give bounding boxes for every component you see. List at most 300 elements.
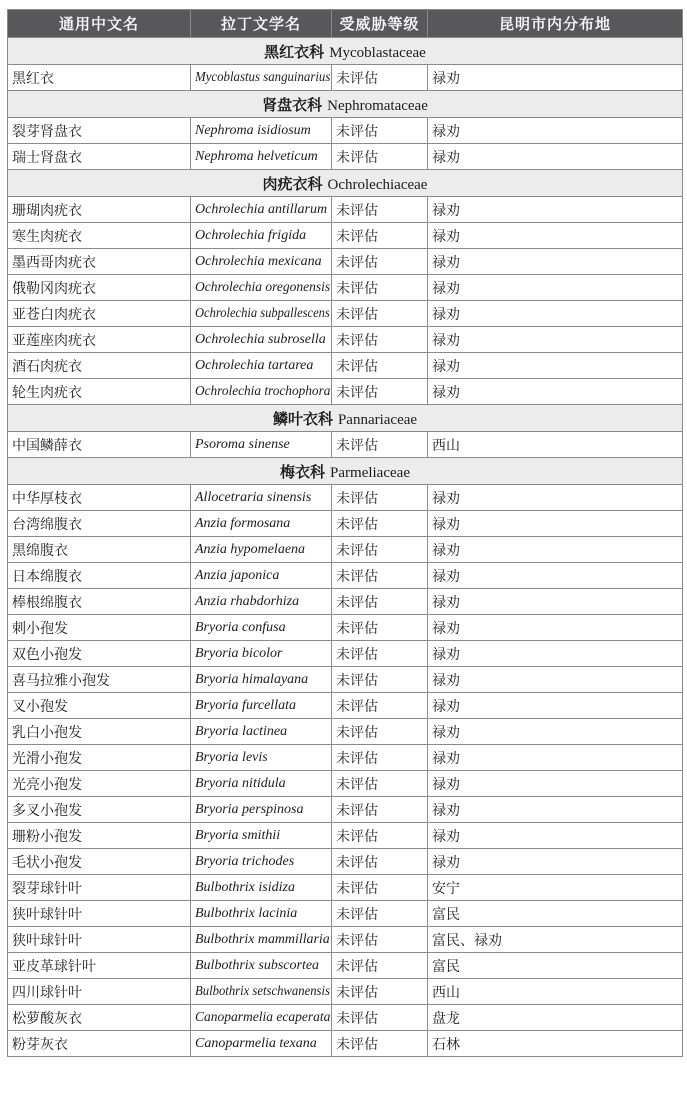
status-text: 未评估	[336, 150, 378, 166]
distribution-cell	[428, 615, 683, 641]
table-row	[8, 953, 683, 979]
common-name-text: 俄勒冈肉疣衣	[12, 281, 96, 297]
latin-name-text: Bryoria levis	[195, 749, 268, 765]
common-name-cell	[8, 667, 191, 693]
common-name-cell	[8, 641, 191, 667]
table-row	[8, 65, 683, 91]
distribution-cell	[428, 823, 683, 849]
common-name-cell	[8, 1031, 191, 1057]
distribution-cell	[428, 1031, 683, 1057]
distribution-text: 盘龙	[432, 1011, 460, 1027]
status-text: 未评估	[336, 1037, 378, 1053]
latin-name-cell	[191, 1005, 332, 1031]
distribution-text: 西山	[432, 438, 460, 454]
latin-name-cell	[191, 719, 332, 745]
latin-name-text: Bryoria perspinosa	[195, 801, 304, 817]
table-row	[8, 275, 683, 301]
latin-name-text: Bulbothrix lacinia	[195, 905, 298, 921]
status-cell	[332, 953, 428, 979]
status-text: 未评估	[336, 385, 378, 401]
distribution-text: 禄劝	[432, 281, 460, 297]
status-text: 未评估	[336, 71, 378, 87]
family-section-row	[8, 38, 683, 65]
table-row	[8, 353, 683, 379]
common-name-text: 光滑小孢发	[12, 751, 82, 767]
latin-name-cell	[191, 537, 332, 563]
column-header-latin-name: 拉丁文学名	[191, 10, 332, 38]
common-name-cell	[8, 432, 191, 458]
latin-name-cell	[191, 823, 332, 849]
distribution-text: 禄劝	[432, 229, 460, 245]
distribution-cell	[428, 563, 683, 589]
latin-name-text: Bulbothrix subscortea	[195, 957, 320, 973]
status-text: 未评估	[336, 907, 378, 923]
common-name-cell	[8, 563, 191, 589]
table-row	[8, 223, 683, 249]
status-text: 未评估	[336, 569, 378, 585]
status-text: 未评估	[336, 333, 378, 349]
distribution-text: 禄劝	[432, 855, 460, 871]
status-text: 未评估	[336, 307, 378, 323]
common-name-text: 毛状小孢发	[12, 855, 82, 871]
table-row	[8, 615, 683, 641]
latin-name-text: Ochrolechia tartarea	[195, 357, 314, 373]
distribution-cell	[428, 849, 683, 875]
distribution-cell	[428, 979, 683, 1005]
common-name-cell	[8, 719, 191, 745]
latin-name-text: Bulbothrix isidiza	[195, 879, 295, 895]
latin-name-cell	[191, 144, 332, 170]
status-text: 未评估	[336, 699, 378, 715]
status-text: 未评估	[336, 517, 378, 533]
latin-name-cell	[191, 589, 332, 615]
status-text: 未评估	[336, 881, 378, 897]
table-row	[8, 301, 683, 327]
common-name-text: 刺小孢发	[12, 621, 68, 637]
distribution-cell	[428, 65, 683, 91]
common-name-text: 狭叶球针叶	[12, 933, 82, 949]
latin-name-cell	[191, 197, 332, 223]
family-name-latin: Pannariaceae	[337, 411, 418, 428]
latin-name-cell	[191, 641, 332, 667]
common-name-text: 墨西哥肉疣衣	[12, 255, 96, 271]
table-row	[8, 719, 683, 745]
status-cell	[332, 823, 428, 849]
latin-name-cell	[191, 353, 332, 379]
common-name-text: 黑绵腹衣	[12, 543, 68, 559]
latin-name-cell	[191, 223, 332, 249]
common-name-text: 叉小孢发	[12, 699, 68, 715]
table-row	[8, 589, 683, 615]
table-row	[8, 537, 683, 563]
common-name-cell	[8, 615, 191, 641]
common-name-text: 狭叶球针叶	[12, 907, 82, 923]
status-cell	[332, 197, 428, 223]
latin-name-text: Ochrolechia frigida	[195, 227, 307, 243]
distribution-cell	[428, 537, 683, 563]
family-section-cell	[8, 458, 683, 485]
distribution-text: 禄劝	[432, 385, 460, 401]
status-cell	[332, 353, 428, 379]
distribution-text: 石林	[432, 1037, 460, 1053]
table-row	[8, 1005, 683, 1031]
latin-name-cell	[191, 927, 332, 953]
status-text: 未评估	[336, 959, 378, 975]
common-name-text: 四川球针叶	[12, 985, 82, 1001]
common-name-cell	[8, 979, 191, 1005]
status-text: 未评估	[336, 203, 378, 219]
latin-name-text: Ochrolechia trochophora	[195, 383, 331, 399]
status-text: 未评估	[336, 725, 378, 741]
status-text: 未评估	[336, 359, 378, 375]
distribution-cell	[428, 745, 683, 771]
latin-name-text: Mycoblastus sanguinarius	[195, 69, 331, 85]
table-row	[8, 901, 683, 927]
latin-name-cell	[191, 432, 332, 458]
common-name-cell	[8, 144, 191, 170]
table-row	[8, 641, 683, 667]
status-cell	[332, 432, 428, 458]
status-text: 未评估	[336, 229, 378, 245]
status-cell	[332, 249, 428, 275]
status-cell	[332, 65, 428, 91]
distribution-cell	[428, 1005, 683, 1031]
table-row	[8, 693, 683, 719]
latin-name-cell	[191, 875, 332, 901]
common-name-text: 中国鳞薛衣	[12, 438, 82, 454]
latin-name-cell	[191, 953, 332, 979]
distribution-text: 禄劝	[432, 491, 460, 507]
status-cell	[332, 927, 428, 953]
latin-name-text: Bryoria himalayana	[195, 671, 309, 687]
common-name-cell	[8, 275, 191, 301]
common-name-cell	[8, 353, 191, 379]
status-cell	[332, 797, 428, 823]
status-text: 未评估	[336, 751, 378, 767]
distribution-cell	[428, 432, 683, 458]
distribution-cell	[428, 118, 683, 144]
distribution-text: 禄劝	[432, 751, 460, 767]
distribution-cell	[428, 197, 683, 223]
status-cell	[332, 875, 428, 901]
common-name-cell	[8, 301, 191, 327]
common-name-cell	[8, 118, 191, 144]
common-name-cell	[8, 693, 191, 719]
status-text: 未评估	[336, 621, 378, 637]
latin-name-cell	[191, 327, 332, 353]
status-text: 未评估	[336, 985, 378, 1001]
common-name-text: 珊瑚肉疣衣	[12, 203, 82, 219]
latin-name-text: Ochrolechia oregonensis	[195, 279, 331, 295]
common-name-cell	[8, 65, 191, 91]
common-name-text: 中华厚枝衣	[12, 491, 82, 507]
common-name-cell	[8, 901, 191, 927]
common-name-cell	[8, 771, 191, 797]
latin-name-text: Bryoria furcellata	[195, 697, 296, 713]
latin-name-text: Anzia hypomelaena	[195, 541, 306, 557]
distribution-text: 禄劝	[432, 777, 460, 793]
latin-name-text: Canoparmelia ecaperata	[195, 1009, 331, 1025]
family-name-latin: Nephromataceae	[327, 97, 428, 114]
distribution-cell	[428, 144, 683, 170]
family-name-cn: 肾盘衣科	[262, 96, 323, 114]
family-section-cell	[8, 91, 683, 118]
distribution-cell	[428, 667, 683, 693]
family-name-cn: 黑红衣科	[264, 43, 325, 61]
distribution-text: 禄劝	[432, 517, 460, 533]
distribution-text: 禄劝	[432, 725, 460, 741]
latin-name-text: Bryoria nitidula	[195, 775, 286, 791]
latin-name-cell	[191, 511, 332, 537]
species-table	[7, 9, 683, 1057]
distribution-cell	[428, 901, 683, 927]
common-name-text: 寒生肉疣衣	[12, 229, 82, 245]
common-name-text: 裂芽球针叶	[12, 881, 82, 897]
distribution-text: 禄劝	[432, 71, 460, 87]
distribution-text: 禄劝	[432, 647, 460, 663]
distribution-text: 禄劝	[432, 673, 460, 689]
common-name-text: 乳白小孢发	[12, 725, 82, 741]
common-name-text: 瑞士肾盘衣	[12, 150, 82, 166]
family-section-row	[8, 458, 683, 485]
common-name-cell	[8, 797, 191, 823]
distribution-cell	[428, 927, 683, 953]
table-row	[8, 432, 683, 458]
distribution-text: 禄劝	[432, 829, 460, 845]
common-name-text: 日本绵腹衣	[12, 569, 82, 585]
table-row	[8, 797, 683, 823]
latin-name-cell	[191, 615, 332, 641]
status-cell	[332, 379, 428, 405]
latin-name-cell	[191, 667, 332, 693]
status-cell	[332, 118, 428, 144]
common-name-text: 双色小孢发	[12, 647, 82, 663]
distribution-cell	[428, 641, 683, 667]
common-name-cell	[8, 379, 191, 405]
status-text: 未评估	[336, 491, 378, 507]
status-text: 未评估	[336, 543, 378, 559]
table-row	[8, 249, 683, 275]
latin-name-cell	[191, 301, 332, 327]
distribution-cell	[428, 797, 683, 823]
latin-name-cell	[191, 745, 332, 771]
family-section-cell	[8, 38, 683, 65]
common-name-cell	[8, 849, 191, 875]
common-name-text: 喜马拉雅小孢发	[12, 673, 110, 689]
latin-name-cell	[191, 771, 332, 797]
common-name-cell	[8, 485, 191, 511]
common-name-text: 黑红衣	[12, 71, 54, 87]
latin-name-cell	[191, 901, 332, 927]
common-name-cell	[8, 327, 191, 353]
table-row	[8, 927, 683, 953]
distribution-text: 禄劝	[432, 307, 460, 323]
common-name-cell	[8, 745, 191, 771]
family-name-latin: Parmeliaceae	[330, 464, 410, 481]
latin-name-cell	[191, 797, 332, 823]
status-cell	[332, 223, 428, 249]
distribution-text: 安宁	[432, 881, 460, 897]
status-cell	[332, 771, 428, 797]
common-name-text: 亚皮革球针叶	[12, 959, 96, 975]
status-text: 未评估	[336, 281, 378, 297]
status-cell	[332, 745, 428, 771]
status-cell	[332, 301, 428, 327]
status-cell	[332, 667, 428, 693]
status-text: 未评估	[336, 595, 378, 611]
distribution-text: 富民、禄劝	[432, 933, 502, 949]
table-row	[8, 511, 683, 537]
table-row	[8, 379, 683, 405]
status-text: 未评估	[336, 803, 378, 819]
table-row	[8, 1031, 683, 1057]
status-cell	[332, 615, 428, 641]
latin-name-text: Nephroma isidiosum	[195, 122, 311, 138]
latin-name-cell	[191, 693, 332, 719]
latin-name-text: Anzia formosana	[195, 515, 291, 531]
status-text: 未评估	[336, 673, 378, 689]
status-text: 未评估	[336, 933, 378, 949]
table-row	[8, 563, 683, 589]
table-row	[8, 875, 683, 901]
distribution-text: 禄劝	[432, 621, 460, 637]
latin-name-cell	[191, 979, 332, 1005]
distribution-text: 禄劝	[432, 569, 460, 585]
distribution-text: 禄劝	[432, 543, 460, 559]
distribution-text: 禄劝	[432, 359, 460, 375]
latin-name-cell	[191, 65, 332, 91]
latin-name-cell	[191, 379, 332, 405]
status-cell	[332, 901, 428, 927]
common-name-cell	[8, 589, 191, 615]
status-text: 未评估	[336, 777, 378, 793]
table-row	[8, 823, 683, 849]
column-header-common-name: 通用中文名	[8, 10, 191, 38]
distribution-cell	[428, 693, 683, 719]
status-cell	[332, 1005, 428, 1031]
distribution-cell	[428, 953, 683, 979]
status-cell	[332, 485, 428, 511]
latin-name-cell	[191, 118, 332, 144]
distribution-text: 禄劝	[432, 699, 460, 715]
family-name-latin: Mycoblastaceae	[329, 44, 426, 61]
common-name-cell	[8, 223, 191, 249]
distribution-text: 禄劝	[432, 803, 460, 819]
distribution-cell	[428, 511, 683, 537]
common-name-text: 台湾绵腹衣	[12, 517, 82, 533]
family-name-cn: 鳞叶衣科	[272, 410, 333, 428]
family-section-row	[8, 91, 683, 118]
distribution-text: 禄劝	[432, 595, 460, 611]
status-text: 未评估	[336, 1011, 378, 1027]
status-cell	[332, 275, 428, 301]
distribution-text: 西山	[432, 985, 460, 1001]
status-cell	[332, 693, 428, 719]
table-row	[8, 485, 683, 511]
family-name-cn: 肉疣衣科	[262, 175, 323, 193]
latin-name-text: Allocetraria sinensis	[195, 489, 312, 505]
common-name-text: 粉芽灰衣	[12, 1037, 68, 1053]
status-cell	[332, 327, 428, 353]
status-text: 未评估	[336, 829, 378, 845]
distribution-cell	[428, 275, 683, 301]
status-cell	[332, 537, 428, 563]
status-cell	[332, 719, 428, 745]
family-section-row	[8, 405, 683, 432]
common-name-text: 裂芽肾盘衣	[12, 124, 82, 140]
distribution-cell	[428, 771, 683, 797]
common-name-text: 亚莲座肉疣衣	[12, 333, 96, 349]
latin-name-text: Canoparmelia texana	[195, 1035, 317, 1051]
table-row	[8, 771, 683, 797]
table-row	[8, 197, 683, 223]
latin-name-cell	[191, 249, 332, 275]
distribution-cell	[428, 485, 683, 511]
common-name-cell	[8, 927, 191, 953]
family-name-latin: Ochrolechiaceae	[327, 176, 428, 193]
table-row	[8, 745, 683, 771]
distribution-cell	[428, 589, 683, 615]
status-cell	[332, 641, 428, 667]
latin-name-text: Bulbothrix mammillaria	[195, 931, 330, 947]
latin-name-text: Bryoria lactinea	[195, 723, 288, 739]
latin-name-cell	[191, 849, 332, 875]
common-name-cell	[8, 1005, 191, 1031]
distribution-cell	[428, 379, 683, 405]
latin-name-text: Ochrolechia subpallescens	[195, 305, 330, 321]
common-name-text: 珊粉小孢发	[12, 829, 82, 845]
latin-name-text: Ochrolechia subrosella	[195, 331, 326, 347]
distribution-text: 禄劝	[432, 255, 460, 271]
latin-name-text: Nephroma helveticum	[195, 148, 318, 164]
distribution-text: 禄劝	[432, 333, 460, 349]
table-row	[8, 144, 683, 170]
common-name-text: 酒石肉疣衣	[12, 359, 82, 375]
distribution-text: 富民	[432, 907, 460, 923]
common-name-cell	[8, 511, 191, 537]
column-header-distribution: 昆明市内分布地	[428, 10, 683, 38]
latin-name-text: Bryoria confusa	[195, 619, 286, 635]
common-name-cell	[8, 875, 191, 901]
table-row	[8, 849, 683, 875]
latin-name-text: Ochrolechia antillarum	[195, 201, 328, 217]
common-name-text: 光亮小孢发	[12, 777, 82, 793]
common-name-cell	[8, 249, 191, 275]
latin-name-text: Anzia rhabdorhiza	[195, 593, 300, 609]
status-cell	[332, 563, 428, 589]
table-row	[8, 667, 683, 693]
column-header-threat-level: 受威胁等级	[332, 10, 428, 38]
common-name-text: 轮生肉疣衣	[12, 385, 82, 401]
family-section-row	[8, 170, 683, 197]
distribution-text: 禄劝	[432, 124, 460, 140]
distribution-cell	[428, 327, 683, 353]
common-name-text: 亚苍白肉疣衣	[12, 307, 96, 323]
distribution-cell	[428, 301, 683, 327]
latin-name-text: Bryoria bicolor	[195, 645, 283, 661]
table-row	[8, 327, 683, 353]
distribution-text: 禄劝	[432, 150, 460, 166]
common-name-cell	[8, 197, 191, 223]
status-cell	[332, 979, 428, 1005]
status-cell	[332, 1031, 428, 1057]
status-text: 未评估	[336, 438, 378, 454]
status-cell	[332, 589, 428, 615]
family-name-cn: 梅衣科	[280, 463, 326, 481]
distribution-text: 富民	[432, 959, 460, 975]
common-name-text: 松萝酸灰衣	[12, 1011, 82, 1027]
latin-name-text: Bulbothrix setschwanensis	[195, 983, 330, 999]
